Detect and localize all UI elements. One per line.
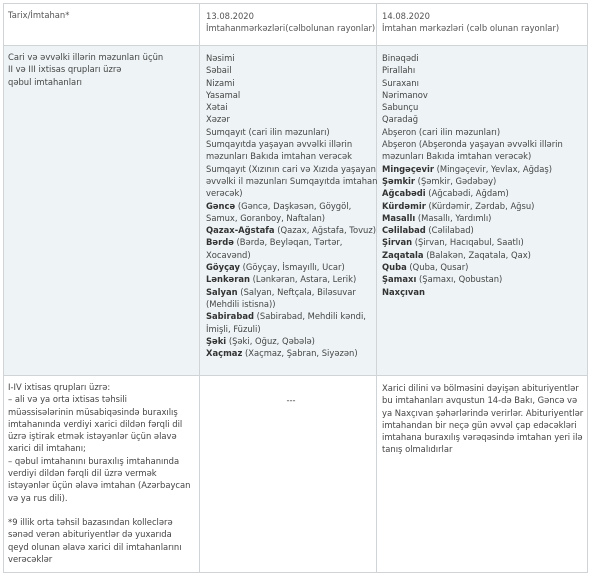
- exam-center-line: [382, 286, 587, 298]
- exam-center-name: Sabirabad: [206, 311, 254, 322]
- header-title-aug13: İmtahanmərkəzləri(cəlbolunan rayonlar): [206, 23, 376, 34]
- district-list: (Şəki, Oğuz, Qəbələ): [226, 335, 315, 346]
- district-list: (Bərdə, Beyləqan, Tərtər,: [233, 237, 343, 248]
- district-list: Qaradağ: [382, 114, 419, 125]
- header-date-aug13: 13.08.2020: [206, 11, 254, 21]
- row1-aug14-centers-cell: [377, 46, 588, 376]
- description-line: imtahanında verdiyi xarici dildən fərqli dil: [8, 418, 183, 429]
- district-list: Yasamal: [206, 89, 241, 100]
- exam-center-name: Bərdə: [206, 237, 234, 248]
- district-list: (Mehdili istisna)): [206, 298, 276, 309]
- exam-center-line: [206, 113, 376, 125]
- exam-center-line: [382, 273, 587, 285]
- district-list: Nəsimi: [206, 53, 235, 63]
- district-list: Xəzər: [206, 114, 230, 125]
- row1-aug14-centers: [377, 46, 587, 298]
- exam-center-line: [382, 64, 587, 76]
- exam-center-line: [206, 89, 376, 101]
- exam-center-name: Kürdəmir: [382, 200, 426, 211]
- exam-center-line: [382, 175, 587, 187]
- district-list: (Lənkəran, Astara, Lerik): [249, 274, 357, 285]
- exam-center-line: [206, 224, 376, 236]
- district-list: Nərimanov: [382, 89, 428, 100]
- district-list: Sumqayıt (Xızının cari və Xızıda yaşayan: [206, 163, 376, 174]
- exam-center-name: Xaçmaz: [206, 348, 243, 359]
- exam-center-name: Şəmkir: [382, 175, 416, 186]
- exam-center-line: [382, 236, 587, 248]
- exam-center-line: [382, 101, 587, 113]
- description-line: I-IV ixtisas qrupları üzrə:: [8, 382, 111, 392]
- header-date-exam-label: Tarix/İmtahan*: [8, 10, 70, 20]
- exam-center-line: [382, 126, 587, 138]
- note-line: imtahandan bir neçə gün əvvəl çap edəcəkləri: [382, 419, 577, 430]
- description-line: verəcəklər: [8, 553, 53, 564]
- description-line: sənəd verən abituriyentlər də yuxarıda: [8, 529, 172, 540]
- district-list: məzunları Bakıda imtahan verəcək: [206, 151, 353, 162]
- exam-center-line: [382, 163, 587, 175]
- exam-center-name: Şəki: [206, 335, 227, 346]
- exam-center-line: [382, 261, 587, 273]
- exam-center-line: [382, 89, 587, 101]
- header-cell-aug13: [200, 4, 377, 46]
- description-line: [8, 504, 199, 516]
- exam-center-line: [206, 286, 376, 298]
- exam-center-line: [206, 52, 376, 64]
- exam-center-name: Qazax-Ağstafa: [206, 225, 275, 236]
- row1-description-cell: [4, 46, 200, 376]
- exam-center-line: [206, 249, 376, 261]
- header-title-aug14: İmtahan mərkəzləri (cəlb olunan rayonlar): [382, 23, 560, 34]
- exam-center-name: Naxçıvan: [382, 286, 425, 297]
- description-line: Cari və əvvəlki illərin məzunları üçün: [8, 52, 164, 62]
- exam-center-line: [206, 101, 376, 113]
- description-line: qeyd olunan əlavə xarici dil imtahanlarını: [8, 541, 182, 552]
- district-list: verəcək): [206, 188, 243, 199]
- row1-description: [4, 46, 199, 88]
- exam-center-line: [382, 200, 587, 212]
- description-line: II və III ixtisas qrupları üzrə: [8, 64, 122, 75]
- district-list: (Mingəçevir, Yevlax, Ağdaş): [433, 163, 552, 174]
- exam-center-line: [206, 77, 376, 89]
- district-list: (Ağcabədi, Ağdam): [425, 188, 509, 199]
- exam-center-name: Şamaxı: [382, 274, 417, 285]
- row2-aug14-cell: [377, 376, 588, 573]
- district-list: (Masallı, Yardımlı): [415, 212, 492, 223]
- district-list: (Quba, Qusar): [406, 262, 469, 273]
- district-list: (Qazax, Ağstafa, Tovuz): [274, 225, 377, 236]
- exam-center-line: [206, 273, 376, 285]
- district-list: (Kürdəmir, Zərdab, Ağsu): [425, 200, 535, 211]
- district-list: (Sabirabad, Mehdili kəndi,: [253, 311, 366, 322]
- description-line: müəssisələrinin müsabiqəsində buraxılış: [8, 406, 178, 417]
- description-line: – qəbul imtahanını buraxılış imtahanında: [8, 455, 180, 466]
- exam-center-line: [206, 175, 376, 187]
- note-line: Xarici dilini və bölməsini dəyişən abituriyentlər: [382, 383, 579, 393]
- exam-center-line: [206, 335, 376, 347]
- exam-center-line: [206, 126, 376, 138]
- row2-aug13-cell: [200, 376, 377, 573]
- district-list: Sumqayıtda yaşayan əvvəlki illərin: [206, 139, 353, 150]
- table-header-row: [4, 4, 588, 46]
- exam-schedule-table: [3, 3, 588, 573]
- district-list: (Xaçmaz, Şabran, Siyəzən): [242, 348, 358, 359]
- exam-center-line: [382, 138, 587, 150]
- row2-description: [4, 376, 199, 565]
- district-list: Suraxanı: [382, 77, 419, 88]
- exam-center-name: Zaqatala: [382, 249, 424, 260]
- row2-aug14-note: [377, 376, 587, 456]
- district-list: Samux, Goranboy, Naftalan): [206, 212, 326, 223]
- district-list: Sumqayıt (cari ilin məzunları): [206, 126, 330, 137]
- row2-description-cell: [4, 376, 200, 573]
- district-list: (Şirvan, Hacıqabul, Saatlı): [412, 237, 524, 248]
- note-line: ya Naxçıvan şəhərlərində verirlər. Abituriyentlər: [382, 407, 584, 418]
- description-line: və ya rus dili).: [8, 492, 68, 503]
- row1-aug13-centers-cell: [200, 46, 377, 376]
- table-row-extra-exams: [4, 376, 588, 573]
- note-line: imtahana buraxılış vərəqəsində imtahan yeri ilə: [382, 432, 583, 443]
- exam-center-name: Lənkəran: [206, 274, 250, 285]
- description-line: – ali və ya orta ixtisas təhsili: [8, 394, 127, 405]
- note-line: tanış olmalıdırlar: [382, 444, 453, 455]
- district-list: (Gəncə, Daşkəsən, Göygöl,: [235, 200, 352, 211]
- district-list: İmişli, Füzuli): [206, 323, 261, 334]
- exam-center-name: Göyçay: [206, 262, 240, 273]
- district-list: (Cəlilabad): [425, 225, 474, 236]
- district-list: Pirallahı: [382, 65, 416, 76]
- row2-aug13-empty-marker: ---: [286, 395, 296, 405]
- district-list: Xocavənd): [206, 249, 251, 260]
- district-list: Nizami: [206, 77, 235, 88]
- district-list: Abşeron (Abşeronda yaşayan əvvəlki illərin: [382, 139, 563, 150]
- exam-center-line: [206, 138, 376, 150]
- exam-center-line: [382, 77, 587, 89]
- exam-center-line: [206, 298, 376, 310]
- district-list: Xətai: [206, 102, 228, 113]
- district-list: (Şamaxı, Qobustan): [416, 274, 503, 285]
- district-list: məzunları Bakıda imtahan verəcək): [382, 151, 532, 162]
- header-date-aug14: 14.08.2020: [382, 11, 430, 21]
- exam-center-line: [382, 212, 587, 224]
- district-list: (Şəmkir, Gədəbəy): [415, 175, 497, 186]
- exam-center-line: [382, 113, 587, 125]
- district-list: Səbail: [206, 65, 232, 76]
- exam-center-name: Cəlilabad: [382, 225, 426, 236]
- district-list: əvvəlki il məzunları Sumqayıtda imtahan: [206, 175, 378, 186]
- district-list: (Balakən, Zaqatala, Qax): [423, 249, 531, 260]
- district-list: Sabunçu: [382, 102, 419, 113]
- table-row-main-exams: [4, 46, 588, 376]
- header-cell-date-exam: [4, 4, 200, 46]
- district-list: (Salyan, Neftçala, Biləsuvar: [237, 286, 356, 297]
- description-line: istəyənlər üçün əlavə imtahan (Azərbaycan: [8, 480, 191, 491]
- description-line: xarici dil imtahanı;: [8, 443, 86, 454]
- exam-center-name: Ağcabədi: [382, 188, 426, 199]
- exam-center-line: [206, 64, 376, 76]
- exam-center-line: [382, 187, 587, 199]
- exam-center-line: [206, 187, 376, 199]
- exam-center-line: [382, 52, 587, 64]
- exam-center-name: Salyan: [206, 286, 238, 297]
- exam-center-line: [382, 249, 587, 261]
- exam-center-name: Şirvan: [382, 237, 413, 248]
- description-line: *9 illik orta təhsil bazasından kolleclərə: [8, 516, 173, 527]
- exam-center-line: [206, 261, 376, 273]
- exam-center-line: [206, 212, 376, 224]
- description-line: verdiyi dildən fərqli dil üzrə vermək: [8, 468, 157, 479]
- exam-center-name: Gəncə: [206, 200, 236, 211]
- description-line: üzrə iştirak etmək istəyənlər üçün əlavə: [8, 431, 177, 442]
- exam-center-line: [206, 150, 376, 162]
- district-list: Binəqədi: [382, 53, 419, 63]
- exam-center-line: [382, 224, 587, 236]
- exam-center-name: Masallı: [382, 212, 416, 223]
- exam-center-name: Mingəçevir: [382, 163, 434, 174]
- exam-center-line: [206, 347, 376, 359]
- exam-center-line: [206, 200, 376, 212]
- header-cell-aug14: [377, 4, 588, 46]
- note-line: bu imtahanları avqustun 14-də Bakı, Gəncə və: [382, 395, 578, 406]
- description-line: qəbul imtahanları: [8, 76, 82, 87]
- exam-center-name: Quba: [382, 262, 407, 273]
- district-list: Abşeron (cari ilin məzunları): [382, 126, 501, 137]
- exam-center-line: [382, 150, 587, 162]
- exam-center-line: [206, 310, 376, 322]
- exam-center-line: [206, 236, 376, 248]
- exam-center-line: [206, 323, 376, 335]
- row1-aug13-centers: [200, 46, 376, 359]
- exam-center-line: [206, 163, 376, 175]
- district-list: (Göyçay, İsmayıllı, Ucar): [239, 262, 345, 273]
